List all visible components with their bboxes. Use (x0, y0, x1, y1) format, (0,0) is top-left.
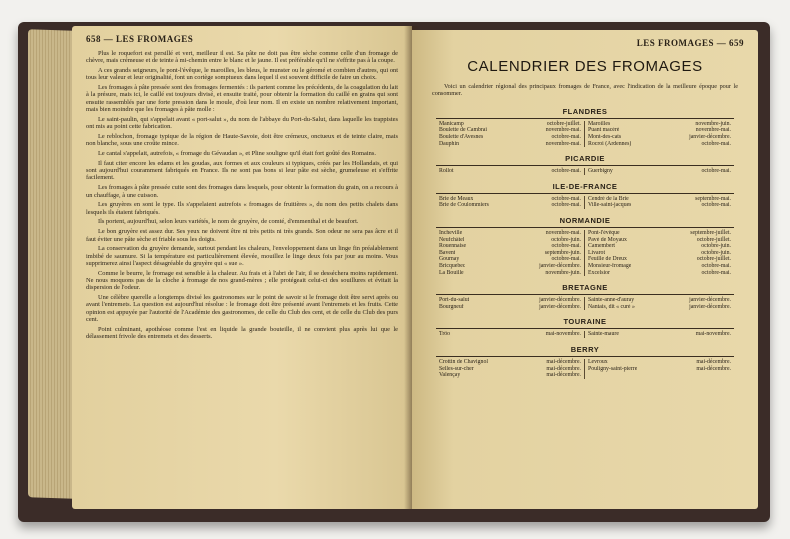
cheese-name: Incheville (439, 229, 463, 236)
cheese-name: Ville-saint-jacques (588, 202, 632, 209)
region-rule (436, 328, 734, 329)
cheese-period: janvier-décembre. (689, 134, 731, 140)
cheese-period: septembre-juillet. (690, 229, 731, 236)
cheese-period: mai-novembre. (695, 331, 731, 338)
calendar-regions (412, 107, 758, 379)
right-running-head (412, 30, 758, 52)
cheese-period: mai-décembre. (546, 358, 581, 365)
cheese-name: Monsieur-fromage (588, 262, 632, 269)
cheese-name: Rollot (439, 168, 454, 175)
cheese-period: janvier-décembre. (539, 303, 581, 310)
region-rule (436, 356, 734, 357)
table-row (588, 196, 731, 203)
region-column (585, 121, 734, 147)
region-column (585, 230, 734, 276)
cheese-name: Pavé de Moyaux (588, 236, 627, 243)
cheese-period: octobre-mai. (551, 256, 581, 263)
cheese-period: septembre-juin. (544, 249, 581, 256)
table-row (439, 237, 581, 244)
region-column (436, 168, 585, 175)
table-row (588, 250, 731, 257)
table-row (439, 141, 581, 148)
paragraph: Le reblochon, fromage typique de la région de Haute-Savoie, doit être crémeux, onctueux et de teinte claire, mais non blanche, sous une croûte mince. (86, 132, 398, 148)
cheese-period: janvier-décembre. (689, 303, 731, 310)
calendar-intro (412, 79, 758, 100)
cheese-name: Bricquebec (439, 262, 466, 269)
table-row (439, 263, 581, 270)
table-row (439, 359, 581, 366)
cheese-period: octobre-juillet. (696, 256, 731, 263)
table-row (439, 134, 581, 141)
table-row (439, 127, 581, 134)
cheese-name: Levroux (588, 358, 608, 365)
table-row (588, 243, 731, 250)
region-table (436, 297, 734, 310)
region-column (585, 168, 734, 175)
left-page (72, 26, 412, 509)
cheese-period: mai-décembre. (546, 372, 581, 379)
table-row (439, 250, 581, 257)
region-column (585, 359, 734, 379)
region-table (436, 168, 734, 175)
cheese-period: octobre-mai. (551, 202, 581, 209)
region-table (436, 121, 734, 147)
cheese-name: Manicamp (439, 120, 464, 127)
cheese-name: Feuille de Dreux (588, 256, 627, 263)
cheese-name: Boulette d'Avesnes (439, 134, 484, 140)
cheese-period: janvier-décembre. (689, 297, 731, 304)
left-header-text: 658 — LES FROMAGES (86, 34, 194, 44)
table-row (588, 202, 731, 209)
cheese-name: Dauphin (439, 140, 459, 147)
cheese-period: octobre-mai. (701, 262, 731, 269)
cheese-period: octobre-juillet. (546, 120, 581, 127)
cheese-name: Nantais, dit « curé » (588, 303, 635, 310)
calendar-intro-text: Voici un calendrier régional des principaux fromages de France, avec l'indication de la meilleure époque pour le consommer. (432, 83, 738, 98)
table-row (588, 127, 731, 134)
region-column (436, 121, 585, 147)
table-row (439, 196, 581, 203)
region-column (436, 359, 585, 379)
region-table (436, 230, 734, 276)
table-row (439, 372, 581, 379)
region-rule (436, 227, 734, 228)
cheese-name: Camembert (588, 243, 616, 250)
table-row (439, 202, 581, 209)
paragraph: Il faut citer encore les edams et les goudas, aux formes et aux couleurs si typiques, créés par les Hollandais, et qui sont aujourd'hui couramment fabriqués en France. Ils ne sont pas bons si leur pâte est sèche, grumeleuse et s'effrite facilement. (86, 159, 398, 182)
cheese-period: octobre-mai. (551, 195, 581, 202)
paragraph: Ils portent, aujourd'hui, selon leurs variétés, le nom de gruyère, de comté, d'emmenthal et de beaufort. (98, 218, 359, 226)
right-page (412, 30, 758, 509)
cheese-period: mai-décembre. (696, 365, 731, 372)
region-column (436, 196, 585, 209)
cheese-period: octobre-juin. (551, 236, 581, 243)
table-row (588, 297, 731, 304)
left-running-head (72, 26, 412, 48)
table-row (439, 366, 581, 373)
left-body-text (72, 48, 412, 340)
cheese-name: Port-du-salut (439, 297, 470, 304)
cheese-period: novembre-mai. (545, 140, 581, 147)
cheese-period: novembre-mai. (695, 127, 731, 134)
cheese-name: Cendré de la Brie (588, 195, 629, 202)
region-table (436, 359, 734, 379)
paragraph: Les gruyères en sont le type. Ils s'appelaient autrefois « fromages de fruitières », du nom des petits chalets dans lesquels ils étaient fabriqués. (86, 201, 398, 216)
paragraph: Les fromages à pâte pressée sont des fromages fermentés : ils partent comme les précédents, de la coagulation du lait à la présure, mais ici, le caillé est toujours divisé, et ensuite traité, pour obtenir la formation du caillé en grains qui sont ensuite rassemblés par une forte pression dans le moule, d'où leur nom. Il en existe un nombre relativement important, mais bien moindre que les fromages à pâte molle : (86, 84, 398, 114)
table-row (439, 243, 581, 250)
table-row (588, 331, 731, 338)
table-row (588, 263, 731, 270)
cheese-period: octobre-juillet. (696, 236, 731, 243)
page-edges (28, 29, 74, 499)
cheese-name: Rouennaise (439, 243, 467, 250)
paragraph: A ces grands seigneurs, le pont-l'évêque, le maroilles, les bleus, le munster ou le géromé et combien d'autres, qui ont tous leur valeur et leur originalité, font un cortège somptueux dans lequel il est souvent difficile de faire un choix. (86, 67, 398, 82)
cheese-name: Trôo (439, 331, 451, 338)
table-row (439, 270, 581, 277)
cheese-name: Valençay (439, 372, 461, 379)
region-column (585, 297, 734, 310)
table-row (588, 141, 731, 148)
region-table (436, 331, 734, 338)
paragraph: Point culminant, apothéose comme l'est en liquide la grande bouteille, il ne convient plus après lui que le délassement frivole des entremets et des desserts. (86, 325, 398, 341)
table-row (439, 168, 581, 175)
cheese-period: octobre-mai. (551, 134, 581, 140)
table-row (588, 134, 731, 141)
table-row (439, 331, 581, 338)
cheese-period: janvier-décembre. (539, 262, 581, 269)
cheese-period: octobre-mai. (701, 140, 731, 147)
cheese-name: La Bouille (439, 269, 464, 276)
region-rule (436, 165, 734, 166)
cheese-name: Maroilles (588, 120, 611, 127)
cheese-name: Puant macéré (588, 127, 620, 134)
table-row (588, 359, 731, 366)
cheese-name: Pouligny-saint-pierre (588, 365, 638, 372)
cheese-name: Brie de Coulommiers (439, 202, 489, 209)
table-row (588, 168, 731, 175)
region-heading: ILE-DE-FRANCE (552, 181, 618, 191)
cheese-period: mai-décembre. (696, 358, 731, 365)
table-row (588, 366, 731, 373)
cheese-period: mai-novembre. (545, 331, 581, 338)
cheese-name: Brie de Meaux (439, 195, 474, 202)
region-column (585, 331, 734, 338)
region-rule (436, 118, 734, 119)
region-table (436, 196, 734, 209)
region-heading: BRETAGNE (562, 283, 608, 293)
cheese-name: Neufchâtel (439, 236, 465, 243)
cheese-name: Excelsior (588, 269, 610, 276)
cheese-period: octobre-mai. (701, 168, 731, 175)
paragraph: Plus le roquefort est persillé et vert, meilleur il est. Sa pâte ne doit pas être sèche comme celle d'un fromage de chèvre, mais crémeuse et de teinte à mi-chemin entre le blanc et le jaune. Il est préférable qu'il ne s'effrite pas à la coupe. (86, 50, 398, 65)
table-row (439, 256, 581, 263)
table-row (588, 304, 731, 311)
calendar-title: CALENDRIER DES FROMAGES (467, 58, 703, 75)
table-row (439, 297, 581, 304)
cheese-name: Pont-l'évêque (588, 229, 620, 236)
cheese-name: Selles-sur-cher (439, 365, 474, 372)
cheese-name: Mont-des-cats (588, 134, 622, 140)
cheese-period: janvier-décembre. (539, 297, 581, 304)
region-heading: PICARDIE (565, 154, 605, 164)
cheese-period: mai-décembre. (546, 365, 581, 372)
paragraph: Les fromages à pâte pressée cuite sont des fromages dans lesquels, pour obtenir la formation du grain, on a recours à un chauffage, à une cuisson. (86, 184, 398, 199)
cheese-name: Bourgneuf (439, 303, 464, 310)
cheese-name: Sainte-anne-d'auray (588, 297, 635, 304)
table-row (439, 304, 581, 311)
table-row (588, 230, 731, 237)
region-heading: TOURAINE (563, 317, 607, 327)
cheese-name: Rocroi (Ardennes) (588, 140, 632, 147)
cheese-name: Livarot (588, 249, 606, 256)
region-column (436, 297, 585, 310)
cheese-period: novembre-juin. (695, 120, 731, 127)
cheese-name: Crottin de Chavignol (439, 358, 488, 365)
table-row (588, 121, 731, 128)
region-column (436, 331, 585, 338)
cheese-period: octobre-mai. (701, 269, 731, 276)
cheese-period: novembre-mai. (545, 229, 581, 236)
cheese-name: Bavent (439, 249, 456, 256)
cheese-period: octobre-mai. (551, 243, 581, 250)
paragraph: Comme le beurre, le fromage est sensible à la chaleur. Au frais et à l'abri de l'air, il se desséchera moins rapidement. Ne nous moquons pas de la cloche à fromage de nos grand-mères ; elle protégeait celui-ci des souillures et évitait la dispersion de l'odeur. (86, 269, 398, 292)
region-heading: BERRY (570, 344, 600, 354)
cheese-name: Sainte-maure (588, 331, 619, 338)
table-row (588, 256, 731, 263)
paragraph: Une célèbre querelle a longtemps divisé les gastronomes sur le point de savoir si le fromage doit être servi après ou avant l'entremets. La question est aujourd'hui résolue : le fromage doit être présenté avant l'entremets et les fruits. Cette opinion est appuyée par l'autorité de l'Académie des gastronomes, de celle du Club des cent, et de celle du Club des purs cent. (86, 294, 398, 323)
cheese-name: Guerbigny (588, 168, 613, 175)
table-row (588, 237, 731, 244)
cheese-period: novembre-juin. (545, 269, 581, 276)
paragraph: La conservation du gruyère demande, surtout pendant les chaleurs, l'enveloppement dans un linge fin préalablement imbibé de saumure. Si la température est particulièrement élevée, mouillez le linge deux fois par jour au moins. Vous supprimerez ainsi l'aspect désagréable du gruyère qui « sue ». (86, 245, 398, 267)
region-column (585, 196, 734, 209)
region-heading: NORMANDIE (559, 215, 611, 225)
table-row (439, 121, 581, 128)
region-heading: FLANDRES (562, 106, 608, 116)
right-header-text: LES FROMAGES — 659 (636, 38, 744, 48)
paragraph: Le cantal s'appelait, autrefois, « fromage du Gévaudan », et Pline souligne qu'il était fort goûté des Romains. (98, 150, 376, 158)
table-row (439, 230, 581, 237)
cheese-period: octobre-juin. (701, 249, 731, 256)
region-rule (436, 193, 734, 194)
cheese-period: septembre-mai. (695, 195, 731, 202)
cheese-period: novembre-mai. (545, 127, 581, 134)
cheese-period: octobre-juin. (701, 243, 731, 250)
region-rule (436, 294, 734, 295)
cheese-period: octobre-mai. (701, 202, 731, 209)
cheese-period: octobre-mai. (551, 168, 581, 175)
paragraph: Le saint-paulin, qui s'appelait avant « port-salut », du nom de l'abbaye du Port-du-Salut, dans laquelle les trappistes ont mis au point cette fabrication. (86, 115, 398, 131)
region-column (436, 230, 585, 276)
cheese-name: Gournay (439, 256, 460, 263)
paragraph: Le bon gruyère est assez dur. Ses yeux ne doivent être ni très petits ni très grands. Son odeur ne sera pas âcre et il faut éviter une pâte sèche et friable sous les doigts. (86, 228, 398, 243)
table-row (588, 270, 731, 277)
cheese-name: Boulette de Cambrai (439, 127, 487, 134)
